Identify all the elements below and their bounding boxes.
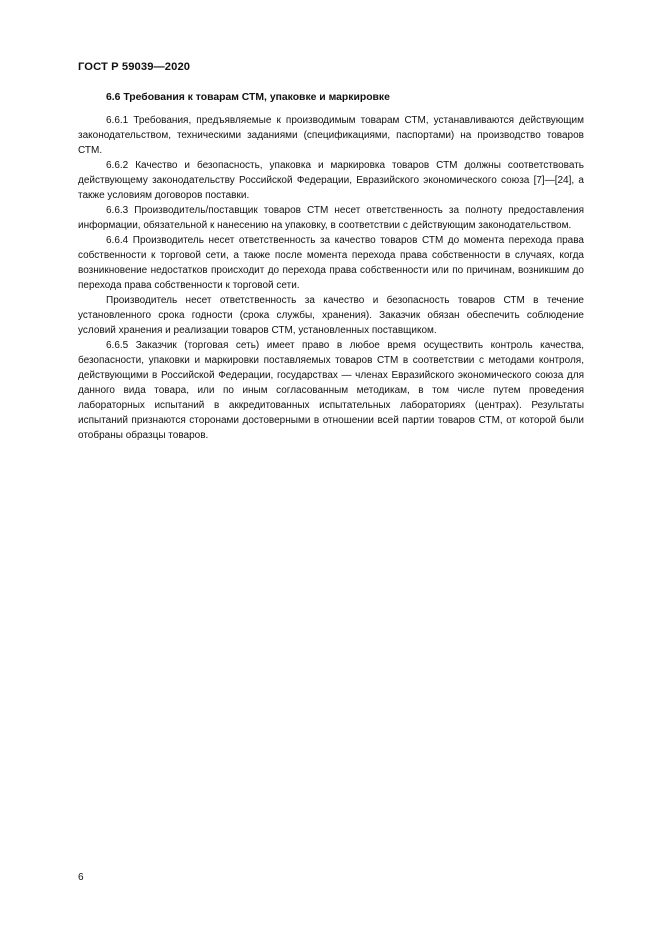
page-number: 6 bbox=[78, 872, 84, 883]
paragraph-6-6-5: 6.6.5 Заказчик (торговая сеть) имеет право в любое время осуществить контроль качества, безопасности, упаковки и маркировки поставляемых товаров СТМ в соответствии с методами контроля, действующими в Российской Федерации, государствах — членах Евразийского экономического союза для данного вида товара, или по иным согласованным методикам, в том числе путем проведения лабораторных испытаний в аккредитованных испытательных лабораториях (центрах). Результаты испытаний признаются сторонами достоверными в отношении всей партии товаров СТМ, от которой были отобраны образцы товаров. bbox=[78, 340, 584, 441]
paragraph-6-6-3: 6.6.3 Производитель/поставщик товаров СТМ несет ответственность за полноту предоставления информации, обязательной к нанесению на упаковку, в соответствии с действующим законодательством. bbox=[78, 205, 584, 231]
document-body bbox=[78, 90, 584, 443]
document-header: ГОСТ Р 59039—2020 bbox=[78, 61, 191, 73]
paragraph-6-6-4-continued: Производитель несет ответственность за качество и безопасность товаров СТМ в течение установленного срока годности (срока службы, хранения). Заказчик обязан обеспечить соблюдение условий хранения и реализации товаров СТМ, установленных поставщиком. bbox=[78, 295, 584, 336]
paragraph-6-6-2: 6.6.2 Качество и безопасность, упаковка и маркировка товаров СТМ должны соответствовать действующему законодательству Российской Федерации, Евразийского экономического союза [7]—[24], а также условиям договоров поставки. bbox=[78, 160, 584, 201]
paragraph-6-6-4: 6.6.4 Производитель несет ответственность за качество товаров СТМ до момента перехода права собственности к торговой сети, а также после момента перехода права собственности в случаях, когда возникновение недостатков происходит до перехода права собственности или по причинам, возникшим до перехода права собственности к торговой сети. bbox=[78, 235, 584, 291]
paragraph-6-6-1: 6.6.1 Требования, предъявляемые к производимым товарам СТМ, устанавливаются действующим законодательством, техническими заданиями (спецификациями, паспортами) на производство товаров СТМ. bbox=[78, 115, 584, 156]
section-title: 6.6 Требования к товарам СТМ, упаковке и маркировке bbox=[106, 92, 390, 103]
